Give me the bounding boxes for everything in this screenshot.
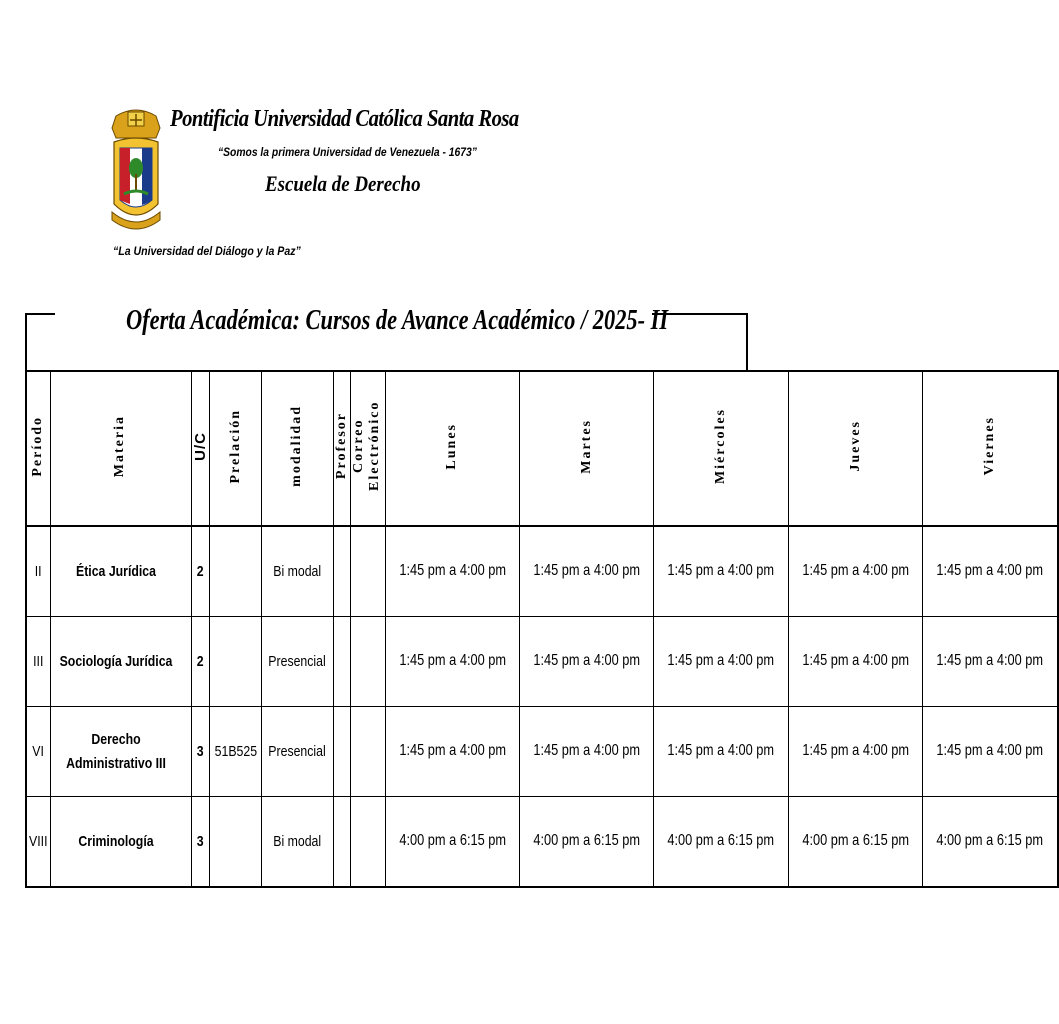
frame-top-left-rule [25,313,55,315]
cell-jueves [788,617,922,707]
cell-periodo-text: II [34,562,42,580]
cell-viernes [923,797,1058,888]
cell-periodo-text: III [33,652,44,670]
cell-prelacion [209,526,262,617]
cell-uc [191,707,209,797]
cell-materia-text: Criminología [77,832,154,850]
cell-jueves-text: 1:45 pm a 4:00 pm [802,562,909,580]
header-modalidad [262,371,333,526]
cell-miercoles [654,707,788,797]
cell-modalidad [262,707,333,797]
cell-materia [50,797,191,888]
cell-lunes-text: 4:00 pm a 6:15 pm [398,832,506,850]
header-viernes-text: Viernes [981,416,997,476]
cell-jueves-text: 4:00 pm a 6:15 pm [802,832,909,850]
header-miercoles-text: Miércoles [713,407,729,485]
university-motto: “Somos la primera Universidad de Venezuela - 1673” [218,145,477,159]
cell-jueves-text: 1:45 pm a 4:00 pm [802,652,909,670]
header-periodo-text: Período [30,415,46,477]
header-prelacion [209,371,262,526]
cell-lunes-text: 1:45 pm a 4:00 pm [398,652,506,670]
cell-profesor [333,617,350,707]
table-row [26,797,1058,888]
header-lunes [385,371,519,526]
cell-lunes [385,797,519,888]
cell-jueves [788,526,922,617]
cell-miercoles-text: 1:45 pm a 4:00 pm [667,742,775,760]
cell-uc-text: 3 [196,832,204,850]
cell-prelacion [209,707,262,797]
cell-uc-text: 2 [196,562,204,580]
cell-viernes [923,707,1058,797]
cell-lunes [385,707,519,797]
cell-periodo [26,526,50,617]
header-viernes [923,371,1058,526]
cell-viernes-text: 1:45 pm a 4:00 pm [936,562,1044,580]
header-lunes-text: Lunes [444,422,460,470]
cell-periodo [26,707,50,797]
cell-correo [350,797,385,888]
header-modalidad-text: modalidad [289,405,305,487]
header-uc-text: U/C [191,431,209,461]
cell-uc [191,797,209,888]
cell-martes-text: 1:45 pm a 4:00 pm [533,652,641,670]
university-name: Pontificia Universidad Católica Santa Rosa [170,106,519,132]
header-materia [50,371,191,526]
header-uc [191,371,209,526]
cell-correo [350,526,385,617]
school-name: Escuela de Derecho [265,171,421,196]
cell-profesor [333,707,350,797]
cell-miercoles [654,617,788,707]
cell-modalidad-text: Bi modal [273,562,322,580]
cell-viernes-text: 4:00 pm a 6:15 pm [936,832,1044,850]
cell-viernes-text: 1:45 pm a 4:00 pm [936,652,1044,670]
header-profesor [333,371,350,526]
header-correo [350,371,385,526]
cell-miercoles-text: 1:45 pm a 4:00 pm [667,652,775,670]
cell-periodo [26,617,50,707]
university-crest-icon [110,108,162,238]
cell-viernes-text: 1:45 pm a 4:00 pm [936,742,1044,760]
cell-lunes [385,617,519,707]
header-miercoles [654,371,788,526]
cell-martes-text: 1:45 pm a 4:00 pm [533,562,641,580]
cell-jueves-text: 1:45 pm a 4:00 pm [802,742,909,760]
cell-martes-text: 1:45 pm a 4:00 pm [533,742,641,760]
cell-lunes-text: 1:45 pm a 4:00 pm [398,562,506,580]
university-slogan: “La Universidad del Diálogo y la Paz” [113,244,301,258]
cell-lunes [385,526,519,617]
cell-lunes-text: 1:45 pm a 4:00 pm [398,742,506,760]
table-header-row [26,371,1058,526]
header-jueves [788,371,922,526]
cell-materia [50,526,191,617]
cell-correo [350,617,385,707]
cell-martes [520,797,654,888]
header-prelacion-text: Prelación [227,408,243,484]
cell-martes [520,526,654,617]
cell-viernes [923,526,1058,617]
cell-jueves [788,707,922,797]
cell-uc [191,617,209,707]
table-row [26,707,1058,797]
cell-modalidad [262,526,333,617]
cell-viernes [923,617,1058,707]
cell-martes-text: 4:00 pm a 6:15 pm [533,832,641,850]
header-periodo [26,371,50,526]
cell-materia-text: Sociología Jurídica [59,652,172,670]
header-correo-text: Correo Electrónico [350,400,382,492]
cell-periodo [26,797,50,888]
course-offer-table [25,370,1059,888]
cell-materia [50,707,191,797]
cell-martes [520,617,654,707]
cell-miercoles [654,526,788,617]
table-row [26,526,1058,617]
cell-miercoles [654,797,788,888]
offer-title: Oferta Académica: Cursos de Avance Académico / 2025- II [126,305,669,336]
cell-jueves [788,797,922,888]
cell-materia-text: Derecho Administrativo III [65,730,166,772]
cell-correo [350,707,385,797]
cell-modalidad-text: Presencial [268,742,327,760]
cell-prelacion [209,617,262,707]
cell-martes [520,707,654,797]
cell-prelacion-text: 51B525 [214,742,257,760]
header-martes [520,371,654,526]
cell-miercoles-text: 4:00 pm a 6:15 pm [667,832,775,850]
table-row [26,617,1058,707]
cell-uc-text: 3 [196,742,204,760]
cell-uc [191,526,209,617]
header-martes-text: Martes [578,418,594,474]
cell-materia [50,617,191,707]
header-materia-text: Materia [112,414,128,478]
cell-periodo-text: VIII [29,832,48,850]
cell-prelacion [209,797,262,888]
cell-modalidad [262,617,333,707]
header-jueves-text: Jueves [847,420,863,472]
cell-miercoles-text: 1:45 pm a 4:00 pm [667,562,775,580]
cell-profesor [333,526,350,617]
cell-uc-text: 2 [196,652,204,670]
header-profesor-text: Profesor [333,412,349,480]
cell-profesor [333,797,350,888]
cell-materia-text: Ética Jurídica [75,562,156,580]
cell-modalidad-text: Presencial [268,652,327,670]
cell-modalidad-text: Bi modal [273,832,322,850]
cell-modalidad [262,797,333,888]
cell-periodo-text: VI [32,742,45,760]
